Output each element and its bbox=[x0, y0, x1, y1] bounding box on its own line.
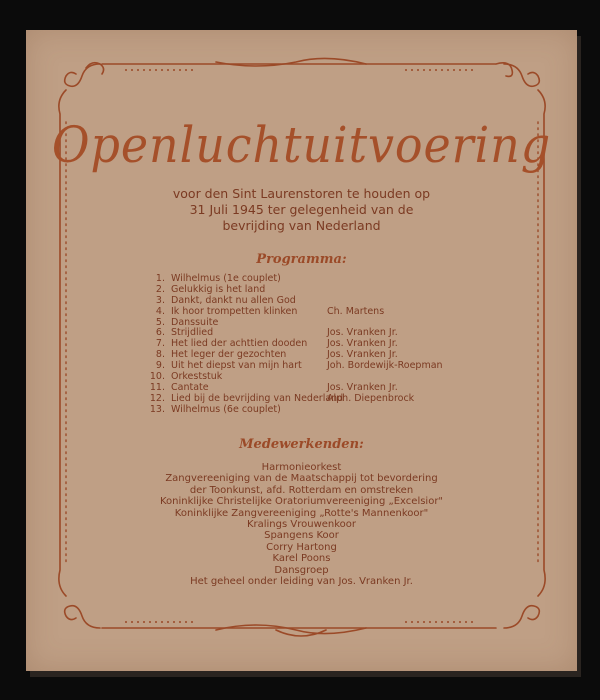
programma-title: Cantate bbox=[171, 381, 209, 393]
programma-title: Uit het diepst van mijn hart bbox=[171, 360, 302, 372]
programma-number: 3. bbox=[155, 294, 165, 306]
medewerkende: Dansgroep bbox=[274, 564, 329, 576]
programma-title: Wilhelmus (1e couplet) bbox=[171, 273, 281, 284]
medewerkende: Zangvereeniging van de Maatschappij tot bevordering bbox=[165, 473, 438, 485]
medewerkende: Kralings Vrouwenkoor bbox=[246, 519, 357, 531]
programma-heading: Programma: bbox=[256, 252, 347, 267]
subtitle-line: voor den Sint Laurenstoren te houden op bbox=[172, 186, 431, 201]
footer-note: Het geheel onder leiding van Jos. Vranken Jr. bbox=[190, 576, 413, 587]
medewerkende: Corry Hartong bbox=[266, 541, 337, 553]
programma-list bbox=[138, 274, 468, 416]
programma-title: Dankt, dankt nu allen God bbox=[171, 294, 296, 306]
programma-number: 13. bbox=[149, 403, 165, 415]
programma-title: Lied bij de bevrijding van Nederland bbox=[171, 392, 344, 404]
programma-title: Ik hoor trompetten klinken bbox=[171, 305, 298, 317]
subtitle-line: 31 Juli 1945 ter gelegenheid van de bbox=[189, 202, 414, 217]
programma-number: 6. bbox=[155, 327, 165, 339]
programma-item bbox=[138, 405, 468, 416]
programma-number: 7. bbox=[155, 338, 165, 350]
medewerkenden-list bbox=[26, 462, 577, 576]
programma-composer: Alph. Diepenbrock bbox=[327, 392, 415, 404]
programma-title: Danssuite bbox=[171, 316, 219, 328]
programma-composer: Jos. Vranken Jr. bbox=[327, 349, 398, 361]
programma-composer: Jos. Vranken Jr. bbox=[327, 338, 398, 350]
medewerkende: Spangens Koor bbox=[264, 530, 339, 542]
programma-title: Gelukkig is het land bbox=[171, 283, 266, 295]
programma-composer: Jos. Vranken Jr. bbox=[327, 327, 398, 339]
programma-number: 10. bbox=[149, 371, 165, 383]
programma-title: Wilhelmus (6e couplet) bbox=[171, 403, 281, 415]
programma-composer: Joh. Bordewijk-Roepman bbox=[327, 360, 443, 372]
programma-number: 11. bbox=[149, 381, 165, 393]
programma-title: Strijdlied bbox=[171, 327, 214, 339]
medewerkende: der Toonkunst, afd. Rotterdam en omstreken bbox=[189, 484, 414, 496]
programma-number: 1. bbox=[155, 273, 165, 284]
program-sheet bbox=[26, 30, 577, 671]
programma-title: Het leger der gezochten bbox=[171, 349, 287, 361]
medewerkende: Karel Poons bbox=[272, 553, 331, 565]
title: Openluchtuitvoering bbox=[51, 116, 552, 174]
programma-composer: Ch. Martens bbox=[327, 305, 385, 317]
programma-number: 4. bbox=[155, 305, 165, 317]
medewerkende: Koninklijke Christelijke Oratoriumvereeniging „Excelsior" bbox=[159, 496, 444, 508]
programma-composer: Jos. Vranken Jr. bbox=[327, 381, 398, 393]
programma-number: 12. bbox=[149, 392, 165, 404]
programma-number: 2. bbox=[155, 283, 165, 295]
programma-number: 5. bbox=[155, 316, 165, 328]
medewerkende: Harmonieorkest bbox=[261, 462, 342, 473]
programma-title: Orkeststuk bbox=[171, 371, 223, 383]
medewerkende: Koninklijke Zangvereeniging „Rotte's Mannenkoor" bbox=[174, 507, 429, 519]
programma-number: 9. bbox=[155, 360, 165, 372]
programma-item bbox=[138, 307, 468, 318]
programma-number: 8. bbox=[155, 349, 165, 361]
medewerkenden-heading: Medewerkenden: bbox=[239, 437, 364, 452]
programma-title: Het lied der achttien dooden bbox=[171, 338, 308, 350]
subtitle-line: bevrijding van Nederland bbox=[222, 218, 381, 233]
subtitle bbox=[26, 186, 577, 234]
